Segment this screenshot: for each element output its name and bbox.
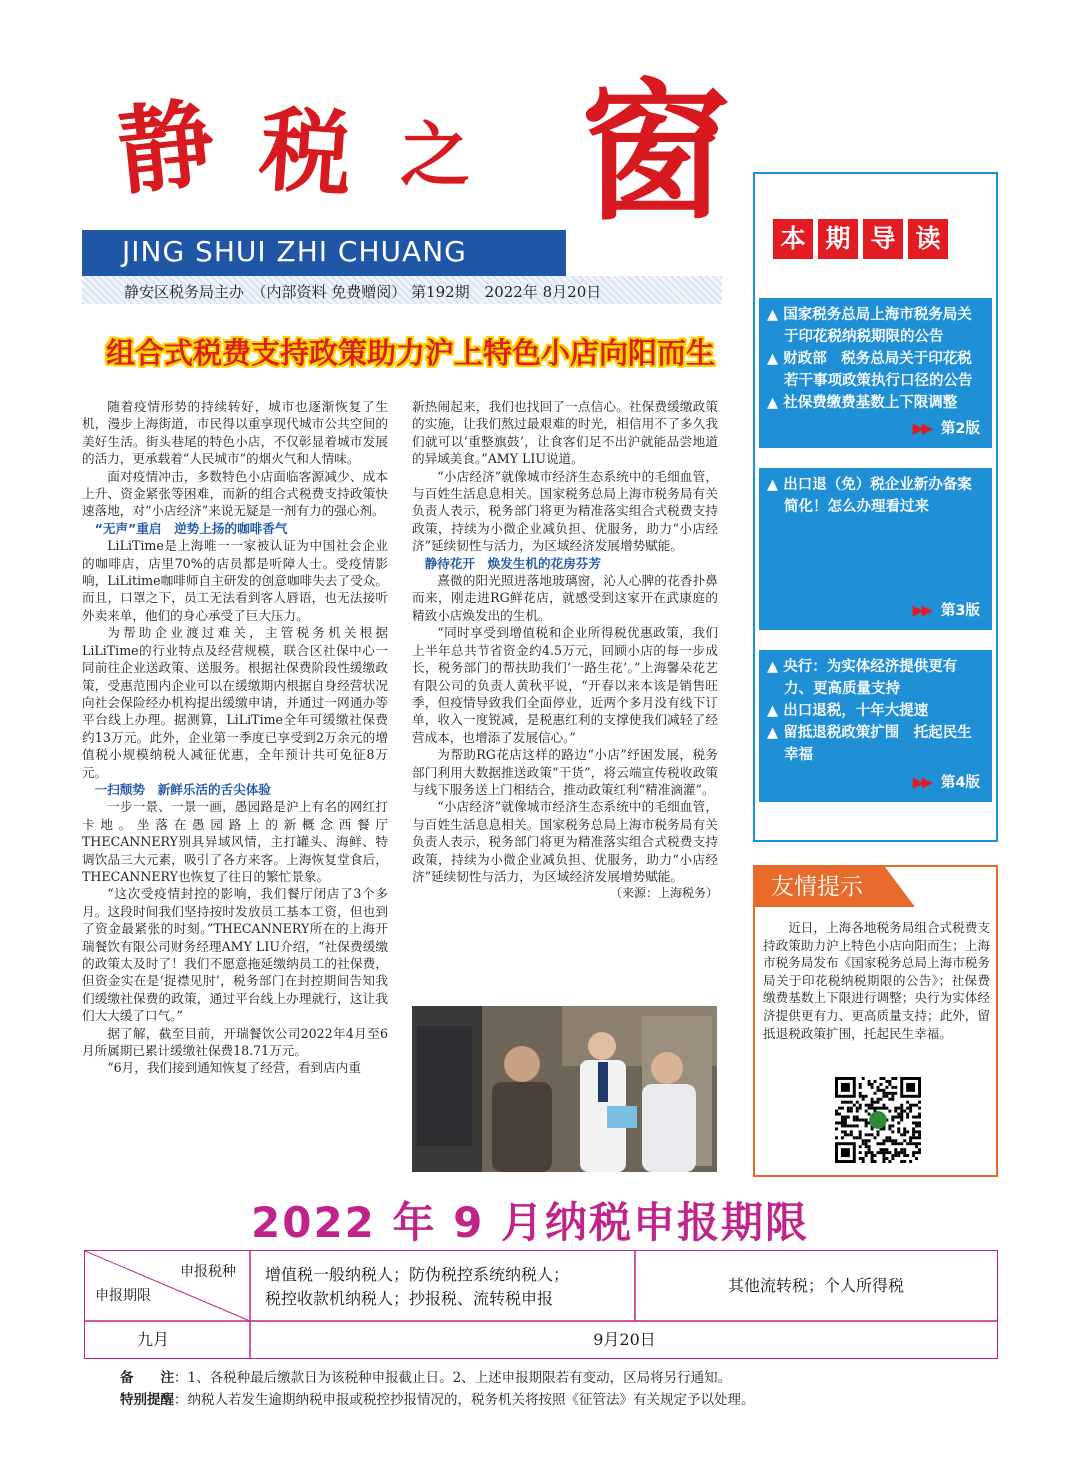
article-paragraph: “小店经济”就像城市经济生态系统中的毛细血管，与百姓生活息息相关。国家税务总局上海市税务局有关负责人表示，税务部门将更为精准落实组合式税费支持政策，持续为小微企业减负担、优服务，助力“小店经济”延续韧性与活力，为区域经济发展增势赋能。 xyxy=(412,468,718,554)
tax-type-general xyxy=(265,1263,569,1311)
note-label: 特别提醒 xyxy=(120,1392,174,1408)
article-paragraph: 随着疫情形势的持续转好，城市也逐渐恢复了生机，漫步上海街道，市民得以重享现代城市公共空间的美好生活。街头巷尾的特色小店，不仅彰显着城市发展的活力，更承载着“人民城市”的烟火气和人情味。 xyxy=(82,399,388,467)
section-subheading: 静待花开 焕发生机的花房芬芳 xyxy=(424,555,601,571)
tip-text: 近日，上海各地税务局组合式税费支持政策助力沪上特色小店向阳而生；上海市税务局发布《国家税务总局上海市税务局关于印花税纳税期限的公告》；社保费缴费基数上下限进行调整；央行为实体经济提供更有力、更高质量支持；此外，留抵退税政策扩围，托起民生幸福。 xyxy=(763,920,990,1041)
article-source: （来源：上海税务） xyxy=(609,886,718,901)
toc-item[interactable]: ▲ 出口退税，十年大提速 xyxy=(767,700,984,722)
toc-page-label: 第4版 xyxy=(940,775,980,791)
tip-panel xyxy=(753,865,998,1177)
masthead-char: 之 xyxy=(400,113,470,196)
deadline-title: 2022 年 9 月纳税申报期限 xyxy=(251,1198,809,1247)
article-paragraph: “6月，我们接到通知恢复了经营，看到店内重 xyxy=(107,1060,361,1076)
section-subheading: “无声”重启 逆势上扬的咖啡香气 xyxy=(94,520,288,536)
deadline-table xyxy=(84,1250,998,1359)
toc-title xyxy=(773,219,948,259)
article-paragraph: 为帮助RG花店这样的路边“小店”纾困发展，税务部门利用大数据推送政策“干货”，将云端宣传税收政策与线下服务送上门相结合，推动政策红利“精准滴灌”。 xyxy=(412,747,718,797)
note-text: ：纳税人若发生逾期纳税申报或税控抄报情况的，税务机关将按照《征管法》有关规定予以处理。 xyxy=(174,1392,755,1408)
toc-item[interactable]: ▲ 社保费缴费基数上下限调整 xyxy=(767,392,984,414)
masthead-char: 税 xyxy=(256,94,356,210)
note-line xyxy=(120,1367,755,1389)
toc-item[interactable]: ▲ 财政部 税务总局关于印花税若干事项政策执行口径的公告 xyxy=(767,348,984,392)
toc-section[interactable] xyxy=(759,298,992,448)
article-paragraph: 新热闹起来，我们也找回了一点信心。社保费缓缴政策的实施，让我们熬过最艰难的时光，相信用不了多久我们就可以‘重整旗鼓’，让食客们足不出沪就能品尝地道的异域美食。”AMY LIU说道。 xyxy=(412,399,718,467)
pinyin-banner: JING SHUI ZHI CHUANG xyxy=(82,230,566,274)
note-line xyxy=(120,1389,755,1411)
month-cell: 九月 xyxy=(137,1330,170,1349)
masthead-char: 静 xyxy=(112,86,220,209)
note-label: 备 注 xyxy=(120,1370,174,1386)
toc-panel xyxy=(753,172,998,842)
toc-page-label: 第2版 xyxy=(940,421,980,437)
article-paragraph: LiLiTime是上海唯一一家被认证为中国社会企业的咖啡店，店里70%的店员都是听障人士。受疫情影响，LiLitime咖啡师自主研发的创意咖啡失去了受众。而且，口罩之下，员工无法看到客人唇语，也无法接听外卖来单，他们的身心承受了巨大压力。 xyxy=(82,538,388,623)
toc-item[interactable]: ▲ 留抵退税政策扩围 托起民生幸福 xyxy=(767,722,984,766)
toc-section[interactable] xyxy=(759,468,992,630)
toc-item[interactable]: ▲ 出口退（免）税企业新办备案简化！怎么办理看过来 xyxy=(767,474,984,518)
article-paragraph: 据了解，截至目前，开瑞餐饮公司2022年4月至6月所属期已累计缓缴社保费18.71万元。 xyxy=(82,1025,388,1059)
toc-page-ref[interactable] xyxy=(913,418,980,440)
tax-type-other: 其他流转税；个人所得税 xyxy=(727,1276,904,1295)
article-paragraph: “小店经济”就像城市经济生态系统中的毛细血管，与百姓生活息息相关。国家税务总局上海市税务局有关负责人表示，税务部门将更为精准落实组合式税费支持政策，持续为小微企业减负担、优服务，助力“小店经济”延续韧性与活力，为区域经济发展增势赋能。 xyxy=(412,799,718,884)
masthead-char: 窗 xyxy=(580,65,731,241)
toc-page-label: 第3版 xyxy=(940,603,980,619)
article-paragraph: 一步一景、一景一画，愚园路是沪上有名的网红打卡地。坐落在愚园路上的新概念西餐厅THECANNERY别具异域风情，主打罐头、海鲜、特调饮品三大元素，吸引了各方来客。上海恢复堂食后，THECANNERY也恢复了往日的繁忙景象。 xyxy=(82,799,388,884)
section-subheading: 一扫颓势 新鲜乐活的舌尖体验 xyxy=(94,781,271,797)
toc-title-char: 读 xyxy=(908,219,948,259)
tip-title: 友情提示 xyxy=(755,867,885,907)
header-tax-type: 申报税种 xyxy=(180,1264,236,1280)
article-column-left xyxy=(82,398,388,1077)
article-paragraph: 面对疫情冲击，多数特色小店面临客源减少、成本上升、资金紧张等困难，而新的组合式税费支持政策快速落地，对“小店经济”来说无疑是一剂有力的强心剂。 xyxy=(82,468,388,519)
arrow-icon: ▶▶ xyxy=(912,421,931,437)
arrow-icon: ▶▶ xyxy=(912,775,931,791)
toc-page-ref[interactable] xyxy=(913,772,980,794)
toc-section[interactable] xyxy=(759,650,992,802)
article-paragraph: 为帮助企业渡过难关，主管税务机关根据LiLiTime的行业特点及经营规模，联合区社保中心一同前往企业送政策、送服务。根据社保费阶段性缓缴政策，受惠范围内企业可以在缓缴期内根据自身经营状况向社会保险经办机构提出缓缴申请，并通过一网通办等平台线上办理。据测算，LiLiTime全年可缓缴社保费约13万元。此外，企业第一季度已享受到2万余元的增值税小规模纳税人减征优惠，全年预计共可免征8万元。 xyxy=(82,625,388,780)
toc-title-char: 本 xyxy=(773,219,813,259)
header-period: 申报期限 xyxy=(95,1288,151,1304)
toc-title-char: 期 xyxy=(818,219,858,259)
article-paragraph: “同时享受到增值税和企业所得税优惠政策，我们上半年总共节省资金约4.5万元，回顾小店的每一步成长，税务部门的帮扶助我们‘一路生花’。”上海馨朵花艺有限公司的负责人黄秋平说，“开春以来本该是销售旺季，但疫情导致我们全面停业，近两个多月没有线下订单，收入一度锐减，是税惠红利的支撑使我们减轻了经营成本，也增添了发展信心。” xyxy=(412,625,718,745)
photo-illustration xyxy=(412,1006,717,1172)
note-text: ：1、各税种最后缴款日为该税种申报截止日。2、上述申报期限若有变动，区局将另行通知。 xyxy=(174,1370,732,1386)
toc-item[interactable]: ▲ 央行：为实体经济提供更有力、更高质量支持 xyxy=(767,656,984,700)
article-photo xyxy=(412,1006,717,1172)
notes xyxy=(120,1367,755,1411)
tax-type-line: 增值税一般纳税人；防伪税控系统纳税人； xyxy=(265,1265,570,1284)
qr-code-icon xyxy=(835,1077,921,1163)
article-paragraph: 熹微的阳光照进落地玻璃窗，沁人心脾的花香扑鼻而来，刚走进RG鲜花店，就感受到这家开在武康庭的精致小店焕发出的生机。 xyxy=(412,573,718,623)
date-cell: 9月20日 xyxy=(593,1330,656,1349)
toc-page-ref[interactable] xyxy=(913,600,980,622)
masthead-title xyxy=(110,65,731,241)
article-column-middle xyxy=(412,398,718,903)
qr-code[interactable] xyxy=(835,1077,921,1163)
toc-title-char: 导 xyxy=(863,219,903,259)
article-paragraph: “这次受疫情封控的影响，我们餐厅闭店了3个多月。这段时间我们坚持按时发放员工基本工资，但也到了资金最紧张的时刻。”THECANNERY所在的上海开瑞餐饮有限公司财务经理AMY LIU介绍，“社保费缓缴的政策太及时了！我们不愿意拖延缴纳员工的社保费，但资金实在是‘捉襟见肘’，税务部门在封控期间告知我们缓缴社保费的政策，通过平台线上办理就行，这让我们大大缓了口气。” xyxy=(82,886,388,1024)
arrow-icon: ▶▶ xyxy=(912,603,931,619)
tax-type-line: 税控收款机纳税人；抄报税、流转税申报 xyxy=(265,1289,554,1308)
toc-item[interactable]: ▲ 国家税务总局上海市税务局关于印花税纳税期限的公告 xyxy=(767,304,984,348)
issue-info: 静安区税务局主办 （内部资料 免费赠阅） 第192期 2022年 8月20日 xyxy=(124,283,602,301)
main-headline: 组合式税费支持政策助力沪上特色小店向阳而生 xyxy=(106,336,716,370)
